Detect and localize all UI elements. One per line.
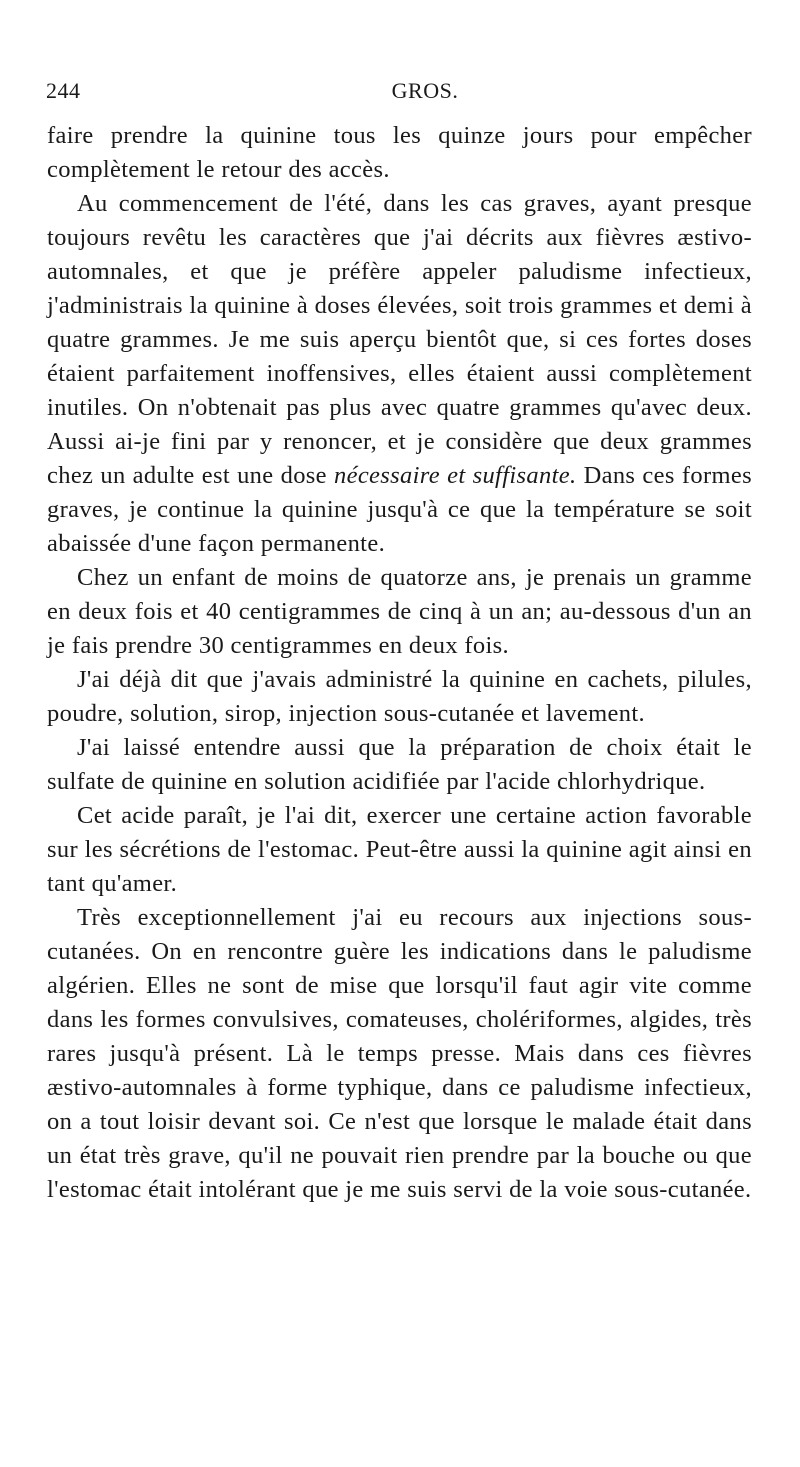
italic-emphasis: nécessaire et suffisante. [334,462,577,489]
paragraph [47,187,752,561]
paragraph-text: J'ai laissé entendre aussi que la préparation de choix était le sulfate de quinine en solution acidifiée par l'acide chlorhydrique. [47,734,752,795]
paragraph [47,799,752,901]
paragraph-text: Au commencement de l'été, dans les cas graves, ayant presque toujours revêtu les caractères que j'ai décrits aux fièvres æstivo-automnales, et que je préfère appeler paludisme infectieux, j'administrais la quinine à doses élevées, soit trois grammes et demi à quatre grammes. Je me suis aperçu bientôt que, si ces fortes doses étaient parfaitement inoffensives, elles étaient aussi complètement inutiles. On n'obtenait pas plus avec quatre grammes qu'avec deux. Aussi ai-je fini par y renoncer, et je considère que deux grammes chez un adulte est une dose [47,190,752,489]
paragraph [47,901,752,1207]
paragraph-text: faire prendre la quinine tous les quinze jours pour empêcher complètement le retour des accès. [47,122,752,183]
paragraph-text: Très exceptionnellement j'ai eu recours aux injections sous-cutanées. On en rencontre guère les indications dans le paludisme algérien. Elles ne sont de mise que lorsqu'il faut agir vite comme dans les formes convulsives, comateuses, cholériformes, algides, très rares jusqu'à présent. Là le temps presse. Mais dans ces fièvres æstivo-automnales à forme typhique, dans ce paludisme infectieux, on a tout loisir devant soi. Ce n'est que lorsque le malade était dans un état très grave, qu'il ne pouvait rien prendre par la bouche ou que l'estomac était intolérant que je me suis servi de la voie sous-cutanée. [47,904,752,1203]
body-text [47,119,752,1207]
paragraph-text: Cet acide paraît, je l'ai dit, exercer une certaine action favorable sur les sécrétions de l'estomac. Peut-être aussi la quinine agit ainsi en tant qu'amer. [47,802,752,897]
paragraph [47,561,752,663]
page-header [46,78,754,108]
paragraph [47,663,752,731]
paragraph-continued [47,119,752,187]
page-number: 244 [46,78,81,103]
paragraph-text: Chez un enfant de moins de quatorze ans, je prenais un gramme en deux fois et 40 centigrammes de cinq à un an; au-dessous d'un an je fais prendre 30 centigrammes en deux fois. [47,564,752,659]
paragraph [47,731,752,799]
paragraph-text-after: Dans ces formes graves, je continue la quinine jusqu'à ce que la température se soit abaissée d'une façon permanente. [47,462,752,557]
paragraph-text: J'ai déjà dit que j'avais administré la quinine en cachets, pilules, poudre, solution, sirop, injection sous-cutanée et lavement. [47,666,752,727]
running-head: GROS. [391,78,459,103]
